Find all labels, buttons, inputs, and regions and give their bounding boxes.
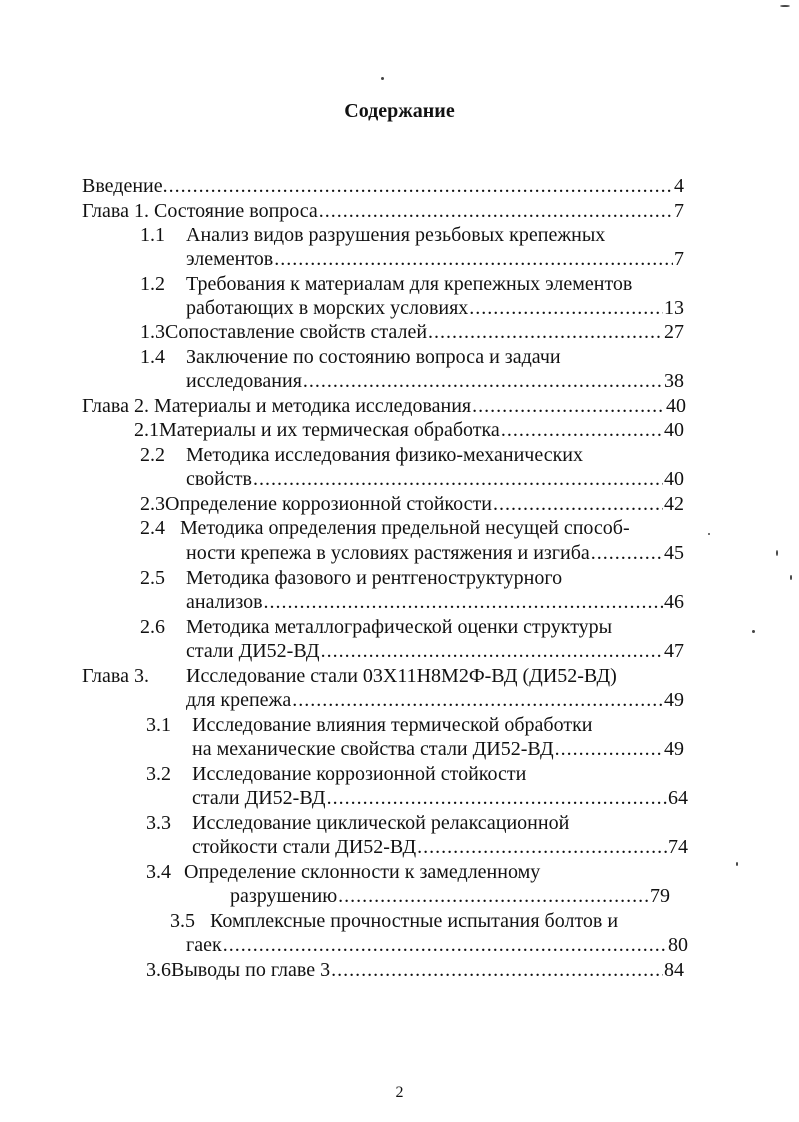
toc-page-number: 27: [664, 321, 684, 343]
toc-entry-3-4-cont[interactable]: [230, 884, 670, 908]
toc-dot-leader: [555, 737, 663, 761]
scan-speck: [736, 862, 738, 866]
toc-page-number: 74: [668, 836, 688, 858]
toc-dot-leader: [292, 688, 663, 712]
toc-dot-leader: [303, 369, 663, 393]
toc-entry-text: работающих в морских условиях: [186, 297, 469, 319]
toc-entry-text: Определение склонности к замедленному: [184, 861, 541, 883]
toc-dot-leader: [223, 933, 667, 957]
toc-page-number: 13: [664, 297, 684, 319]
toc-entry-text: анализов: [186, 591, 263, 613]
toc-entry-text: Методика фазового и рентгеноструктурного: [186, 567, 563, 589]
toc-section-number: 2.1: [134, 419, 159, 441]
toc-section-number: 3.6: [146, 959, 171, 981]
toc-entry-text: Методика определения предельной несущей способ-: [180, 517, 630, 539]
toc-section-number: 3.3: [146, 812, 171, 834]
toc-entry-text: Введение.: [82, 175, 168, 197]
toc-dot-leader: [501, 418, 663, 442]
toc-page-number: 49: [664, 689, 684, 711]
toc-entry-1-2-cont[interactable]: [186, 296, 684, 320]
toc-entry-2-2-cont[interactable]: [186, 467, 684, 491]
toc-entry-chapter-3-cont[interactable]: [186, 688, 684, 712]
toc-entry-2-5[interactable]: [140, 566, 640, 590]
toc-section-number: 2.6: [140, 616, 165, 638]
page-title: Содержание: [344, 100, 455, 122]
toc-section-number: 1.4: [140, 346, 165, 368]
toc-section-number: 1.2: [140, 273, 165, 295]
scan-speck: [752, 630, 755, 633]
toc-entry-2-1[interactable]: [134, 418, 684, 442]
toc-entry-text: Определение коррозионной стойкости: [165, 493, 492, 515]
toc-entry-text: Анализ видов разрушения резьбовых крепежных: [186, 224, 606, 246]
toc-page-number: 40: [664, 419, 684, 441]
scan-speck: [381, 77, 384, 80]
toc-entry-2-4[interactable]: [140, 516, 690, 540]
toc-chapter-label: Глава 3.: [82, 665, 149, 687]
toc-entry-2-6-cont[interactable]: [186, 639, 684, 663]
toc-entry-text: Исследование влияния термической обработки: [192, 714, 593, 736]
toc-entry-2-6[interactable]: [140, 615, 660, 639]
toc-entry-3-3[interactable]: [146, 811, 646, 835]
toc-entry-1-4[interactable]: [140, 345, 640, 369]
toc-dot-leader: [274, 247, 673, 271]
toc-dot-leader: [591, 541, 663, 565]
toc-page-number: 84: [664, 959, 684, 981]
toc-entry-2-5-cont[interactable]: [186, 590, 684, 614]
toc-dot-leader: [253, 467, 663, 491]
toc-dot-leader: [327, 786, 667, 810]
toc-entry-1-2[interactable]: [140, 272, 680, 296]
toc-page-number: 79: [650, 885, 670, 907]
toc-entry-chapter-3[interactable]: [82, 664, 662, 688]
toc-dot-leader: [321, 639, 663, 663]
toc-entry-text: Исследование коррозионной стойкости: [192, 763, 527, 785]
scan-speck: [790, 575, 792, 580]
toc-page-number: 64: [668, 787, 688, 809]
toc-entry-3-4[interactable]: [146, 860, 626, 884]
toc-dot-leader: [319, 199, 673, 223]
toc-dot-leader: [469, 296, 663, 320]
toc-entry-text: Глава 2. Материалы и методика исследования: [82, 395, 472, 417]
toc-entry-text: на механические свойства стали ДИ52-ВД: [192, 738, 554, 760]
toc-page-number: 47: [664, 640, 684, 662]
toc-entry-text: стали ДИ52-ВД: [192, 787, 326, 809]
toc-page-number: 7: [674, 200, 684, 222]
toc-entry-3-1-cont[interactable]: [192, 737, 684, 761]
toc-entry-1-4-cont[interactable]: [186, 369, 684, 393]
toc-entry-3-2-cont[interactable]: [192, 786, 688, 810]
toc-entry-2-2[interactable]: [140, 443, 640, 467]
toc-entry-text: Требования к материалам для крепежных элементов: [186, 273, 633, 295]
toc-page-number: 49: [664, 738, 684, 760]
toc-entry-1-1-cont[interactable]: [186, 247, 684, 271]
toc-page-number: 46: [664, 591, 684, 613]
toc-entry-text: Выводы по главе 3: [171, 959, 331, 981]
toc-section-number: 3.1: [146, 714, 171, 736]
toc-section-number: 2.3: [140, 493, 165, 515]
toc-page-number: 38: [664, 370, 684, 392]
toc-entry-text: Исследование стали 03Х11Н8М2Ф-ВД (ДИ52-ВД): [186, 665, 617, 687]
toc-page-number: 42: [664, 493, 684, 515]
scan-speck: [780, 5, 790, 7]
toc-dot-leader: [428, 320, 663, 344]
toc-dot-leader: [338, 884, 649, 908]
toc-entry-text: Исследование циклической релаксационной: [192, 812, 570, 834]
toc-dot-leader: [331, 958, 663, 982]
scan-speck: [708, 533, 710, 535]
toc-entry-text: элементов: [186, 248, 274, 270]
toc-page-number: 40: [666, 395, 686, 417]
toc-entry-chapter-1[interactable]: [82, 199, 684, 223]
toc-entry-text: разрушению: [230, 885, 338, 907]
toc-dot-leader: [472, 394, 665, 418]
toc-entry-3-1[interactable]: [146, 713, 666, 737]
toc-entry-text: исследования: [186, 370, 302, 392]
toc-section-number: 3.4: [146, 861, 171, 883]
toc-entry-introduction[interactable]: [82, 174, 684, 198]
toc-entry-1-1[interactable]: [140, 223, 660, 247]
scan-speck: [776, 550, 778, 556]
toc-entry-3-2[interactable]: [146, 762, 626, 786]
toc-entry-chapter-2[interactable]: [82, 394, 686, 418]
toc-entry-text: Методика исследования физико-механических: [186, 444, 584, 466]
toc-entry-2-3[interactable]: [140, 492, 684, 516]
toc-entry-text: стали ДИ52-ВД: [186, 640, 320, 662]
toc-entry-2-4-cont[interactable]: [186, 541, 684, 565]
toc-entry-3-5-cont[interactable]: [186, 933, 688, 957]
toc-section-number: 3.5: [170, 910, 195, 932]
toc-entry-3-6[interactable]: [146, 958, 684, 982]
toc-entry-text: гаек: [186, 934, 222, 956]
toc-entry-text: стойкости стали ДИ52-ВД: [192, 836, 417, 858]
page-number: 2: [395, 1084, 404, 1101]
toc-dot-leader: [169, 174, 673, 198]
toc-page-number: 45: [664, 542, 684, 564]
toc-entry-1-3[interactable]: [140, 320, 684, 344]
toc-entry-text: Глава 1. Состояние вопроса: [82, 200, 318, 222]
toc-entry-3-3-cont[interactable]: [192, 835, 688, 859]
toc-entry-3-5[interactable]: [170, 909, 690, 933]
toc-page-number: 80: [668, 934, 688, 956]
toc-section-number: 2.4: [140, 517, 165, 539]
toc-section-number: 1.3: [140, 321, 165, 343]
toc-page-number: 4: [674, 175, 684, 197]
toc-page-number: 7: [674, 248, 684, 270]
toc-entry-text: Сопоставление свойств сталей: [165, 321, 428, 343]
toc-section-number: 2.2: [140, 444, 165, 466]
toc-entry-text: свойств: [186, 468, 252, 490]
toc-entry-text: Комплексные прочностные испытания болтов и: [210, 910, 619, 932]
toc-section-number: 3.2: [146, 763, 171, 785]
toc-dot-leader: [417, 835, 667, 859]
toc-entry-text: Заключение по состоянию вопроса и задачи: [186, 346, 561, 368]
toc-dot-leader: [264, 590, 663, 614]
toc-entry-text: Материалы и их термическая обработка: [159, 419, 500, 441]
toc-entry-text: для крепежа: [186, 689, 292, 711]
toc-section-number: 2.5: [140, 567, 165, 589]
toc-page-number: 40: [664, 468, 684, 490]
toc-entry-text: ности крепежа в условиях растяжения и изгиба: [186, 542, 590, 564]
toc-entry-text: Методика металлографической оценки структуры: [186, 616, 613, 638]
toc-section-number: 1.1: [140, 224, 165, 246]
toc-dot-leader: [493, 492, 663, 516]
